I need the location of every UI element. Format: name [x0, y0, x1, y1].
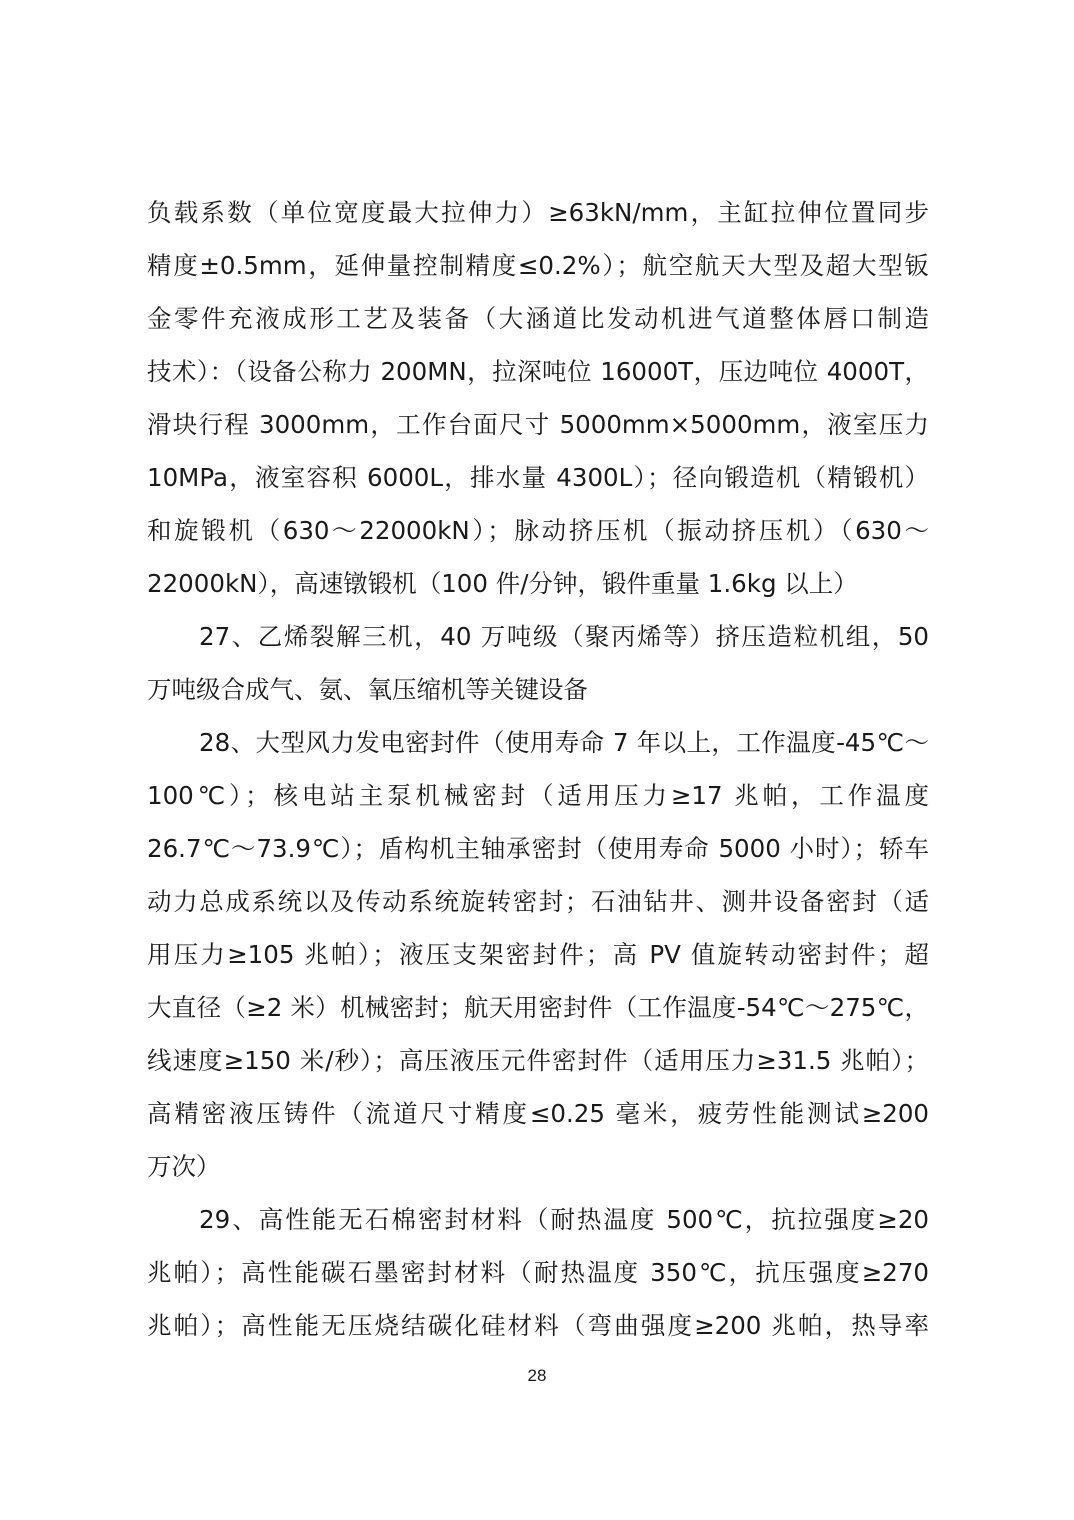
- text-line: 动力总成系统以及传动系统旋转密封；石油钻井、测井设备密封（适: [147, 887, 929, 916]
- paragraph-item-28: [147, 716, 929, 1193]
- text-line: 10MPa，液室容积 6000L，排水量 4300L）；径向锻造机（精锻机）: [147, 463, 929, 492]
- text-line: 线速度≥150 米/秒）；高压液压元件密封件（适用压力≥31.5 兆帕）；: [147, 1046, 929, 1075]
- text-line: 滑块行程 3000mm，工作台面尺寸 5000mm×5000mm，液室压力: [147, 410, 929, 439]
- text-line: 兆帕）；高性能无压烧结碳化硅材料（弯曲强度≥200 兆帕，热导率: [147, 1311, 929, 1340]
- text-line: 万吨级合成气、氨、氧压缩机等关键设备: [147, 675, 588, 704]
- text-line: 27、乙烯裂解三机，40 万吨级（聚丙烯等）挤压造粒机组，50: [199, 622, 929, 651]
- text-line: 22000kN），高速镦锻机（100 件/分钟，锻件重量 1.6kg 以上）: [147, 569, 858, 598]
- text-line: 29、高性能无石棉密封材料（耐热温度 500℃，抗拉强度≥20: [199, 1205, 929, 1234]
- text-line: 100℃）；核电站主泵机械密封（适用压力≥17 兆帕，工作温度: [147, 781, 929, 810]
- text-line: 高精密液压铸件（流道尺寸精度≤0.25 毫米，疲劳性能测试≥200: [147, 1099, 929, 1128]
- body-text: [147, 186, 929, 1352]
- text-line: 精度±0.5mm，延伸量控制精度≤0.2%）；航空航天大型及超大型钣: [147, 251, 929, 280]
- text-line: 28、大型风力发电密封件（使用寿命 7 年以上，工作温度-45℃～: [199, 728, 929, 757]
- text-line: 负载系数（单位宽度最大拉伸力）≥63kN/mm，主缸拉伸位置同步: [147, 198, 929, 227]
- paragraph-item-27: [147, 610, 929, 716]
- paragraph-item-29: [147, 1193, 929, 1352]
- text-line: 用压力≥105 兆帕）；液压支架密封件；高 PV 值旋转动密封件；超: [147, 940, 929, 969]
- text-line: 26.7℃～73.9℃）；盾构机主轴承密封（使用寿命 5000 小时）；轿车: [147, 834, 929, 863]
- text-line: 金零件充液成形工艺及装备（大涵道比发动机进气道整体唇口制造: [147, 304, 929, 333]
- page-number: 28: [527, 1366, 547, 1385]
- text-line: 兆帕）；高性能碳石墨密封材料（耐热温度 350℃，抗压强度≥270: [147, 1258, 929, 1287]
- text-line: 技术）：（设备公称力 200MN，拉深吨位 16000T，压边吨位 4000T，: [147, 357, 929, 386]
- text-line: 大直径（≥2 米）机械密封；航天用密封件（工作温度-54℃～275℃，: [147, 993, 929, 1022]
- paragraph-continued-26: [147, 186, 929, 610]
- text-line: 和旋锻机（630～22000kN）；脉动挤压机（振动挤压机）（630～: [147, 516, 929, 545]
- text-line: 万次）: [147, 1152, 221, 1181]
